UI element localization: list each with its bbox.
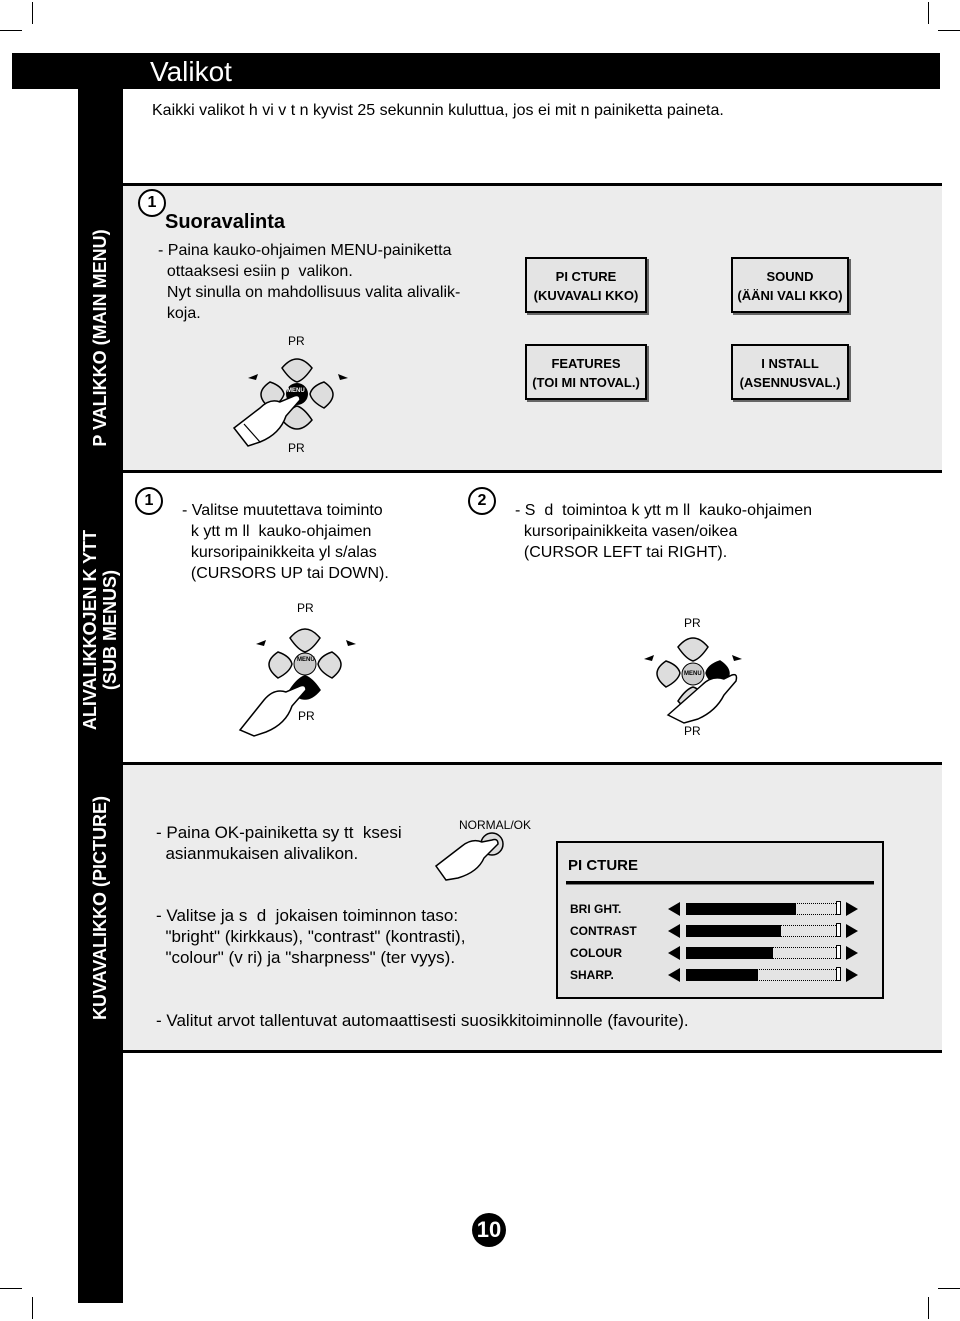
osd-level-bar xyxy=(686,969,758,981)
osd-level-end xyxy=(836,901,841,915)
osd-divider xyxy=(566,881,874,885)
picture-osd xyxy=(556,841,884,999)
crop-mark xyxy=(32,2,33,24)
menu-label: MENU xyxy=(287,388,305,394)
osd-row-label: BRI GHT. xyxy=(570,902,622,916)
right-arrow-icon xyxy=(846,968,858,982)
osd-level-end xyxy=(836,945,841,959)
right-arrow-icon xyxy=(846,946,858,960)
instruction-line: - Valitse ja s d jokaisen toiminnon taso: xyxy=(156,906,459,925)
crop-mark xyxy=(32,1297,33,1319)
menu-box-sound: SOUND (ÄÄNI VALI KKO) xyxy=(731,257,849,313)
ok-hand-illustration xyxy=(432,826,512,882)
instruction-line: kursoripainikkeita vasen/oikea xyxy=(515,523,738,540)
instruction-line: k ytt m ll kauko-ohjaimen xyxy=(182,523,372,540)
side-label-sub-menus: ALIVALIKKOJEN K YTT (SUB MENUS) xyxy=(80,529,120,731)
right-arrow-icon xyxy=(846,902,858,916)
osd-row-label: SHARP. xyxy=(570,968,614,982)
instruction-line: - Valitut arvot tallentuvat automaattisesti suosikkitoiminnolle (favourite). xyxy=(156,1011,689,1030)
divider xyxy=(123,1050,942,1053)
page-title: Valikot xyxy=(150,56,232,87)
osd-row-label: COLOUR xyxy=(570,946,622,960)
crop-mark xyxy=(0,30,22,31)
menu-label: MENU xyxy=(684,671,702,677)
ok-button-icon xyxy=(432,826,512,882)
instruction-line: (CURSORS UP tai DOWN). xyxy=(182,565,389,582)
pr-label: PR xyxy=(297,601,314,615)
page-number: 10 xyxy=(472,1213,506,1247)
left-arrow-icon xyxy=(668,902,680,916)
section-heading: Suoravalinta xyxy=(165,211,286,233)
osd-row-label: CONTRAST xyxy=(570,924,637,938)
crop-mark xyxy=(938,1288,960,1289)
instruction-line: koja. xyxy=(158,305,201,322)
side-label-main-menu: P VALIKKO (MAIN MENU) xyxy=(90,229,110,447)
osd-level-bar xyxy=(686,925,781,937)
menu-box-features: FEATURES (TOI MI NTOVAL.) xyxy=(525,344,647,400)
osd-level-end xyxy=(836,923,841,937)
menu-box-picture: PI CTURE (KUVAVALI KKO) xyxy=(525,257,647,313)
left-arrow-icon xyxy=(668,968,680,982)
pr-label: PR xyxy=(298,709,315,723)
menu-box-install: I NSTALL (ASENNUSVAL.) xyxy=(731,344,849,400)
step-number: 2 xyxy=(468,487,496,515)
instruction-line: "colour" (v ri) ja "sharpness" (ter vyys). xyxy=(156,948,456,967)
instruction-line: kursoripainikkeita yl s/alas xyxy=(182,544,377,561)
intro-text: Kaikki valikot h vi v t n kyvist 25 sekunnin kuluttua, jos ei mit n painiketta paineta. xyxy=(152,102,724,119)
instruction-line: ottaaksesi esiin p valikon. xyxy=(158,263,353,280)
divider xyxy=(123,762,942,765)
pr-label: PR xyxy=(684,616,701,630)
crop-mark xyxy=(928,1297,929,1319)
crop-mark xyxy=(0,1288,22,1289)
instruction-line: - Paina kauko-ohjaimen MENU-painiketta xyxy=(158,242,452,259)
divider xyxy=(123,183,942,186)
pr-label: PR xyxy=(288,334,305,348)
right-arrow-icon xyxy=(846,924,858,938)
osd-title: PI CTURE xyxy=(568,857,639,874)
instruction-line: - Paina OK-painiketta sy tt ksesi xyxy=(156,823,402,842)
instruction-line: - S d toimintoa k ytt m ll kauko-ohjaimen xyxy=(515,502,812,519)
step-number: 1 xyxy=(135,487,163,515)
left-arrow-icon xyxy=(668,946,680,960)
divider xyxy=(123,470,942,473)
menu-label: MENU xyxy=(297,657,315,663)
crop-mark xyxy=(928,2,929,24)
crop-mark xyxy=(938,30,960,31)
pr-label: PR xyxy=(288,441,305,455)
instruction-line: - Valitse muutettava toiminto xyxy=(182,502,383,519)
instruction-line: Nyt sinulla on mahdollisuus valita alivalik- xyxy=(158,284,461,301)
left-arrow-icon xyxy=(668,924,680,938)
step-number: 1 xyxy=(138,189,166,217)
instruction-line: asianmukaisen alivalikon. xyxy=(156,844,359,863)
instruction-line: (CURSOR LEFT tai RIGHT). xyxy=(515,544,728,561)
osd-level-bar xyxy=(686,947,773,959)
osd-level-end xyxy=(836,967,841,981)
instruction-line: "bright" (kirkkaus), "contrast" (kontrasti), xyxy=(156,927,466,946)
pr-label: PR xyxy=(684,724,701,738)
ok-button-label: NORMAL/OK xyxy=(459,818,532,832)
side-label-picture: KUVAVALIKKO (PICTURE) xyxy=(90,796,110,1020)
osd-level-bar xyxy=(686,903,796,915)
